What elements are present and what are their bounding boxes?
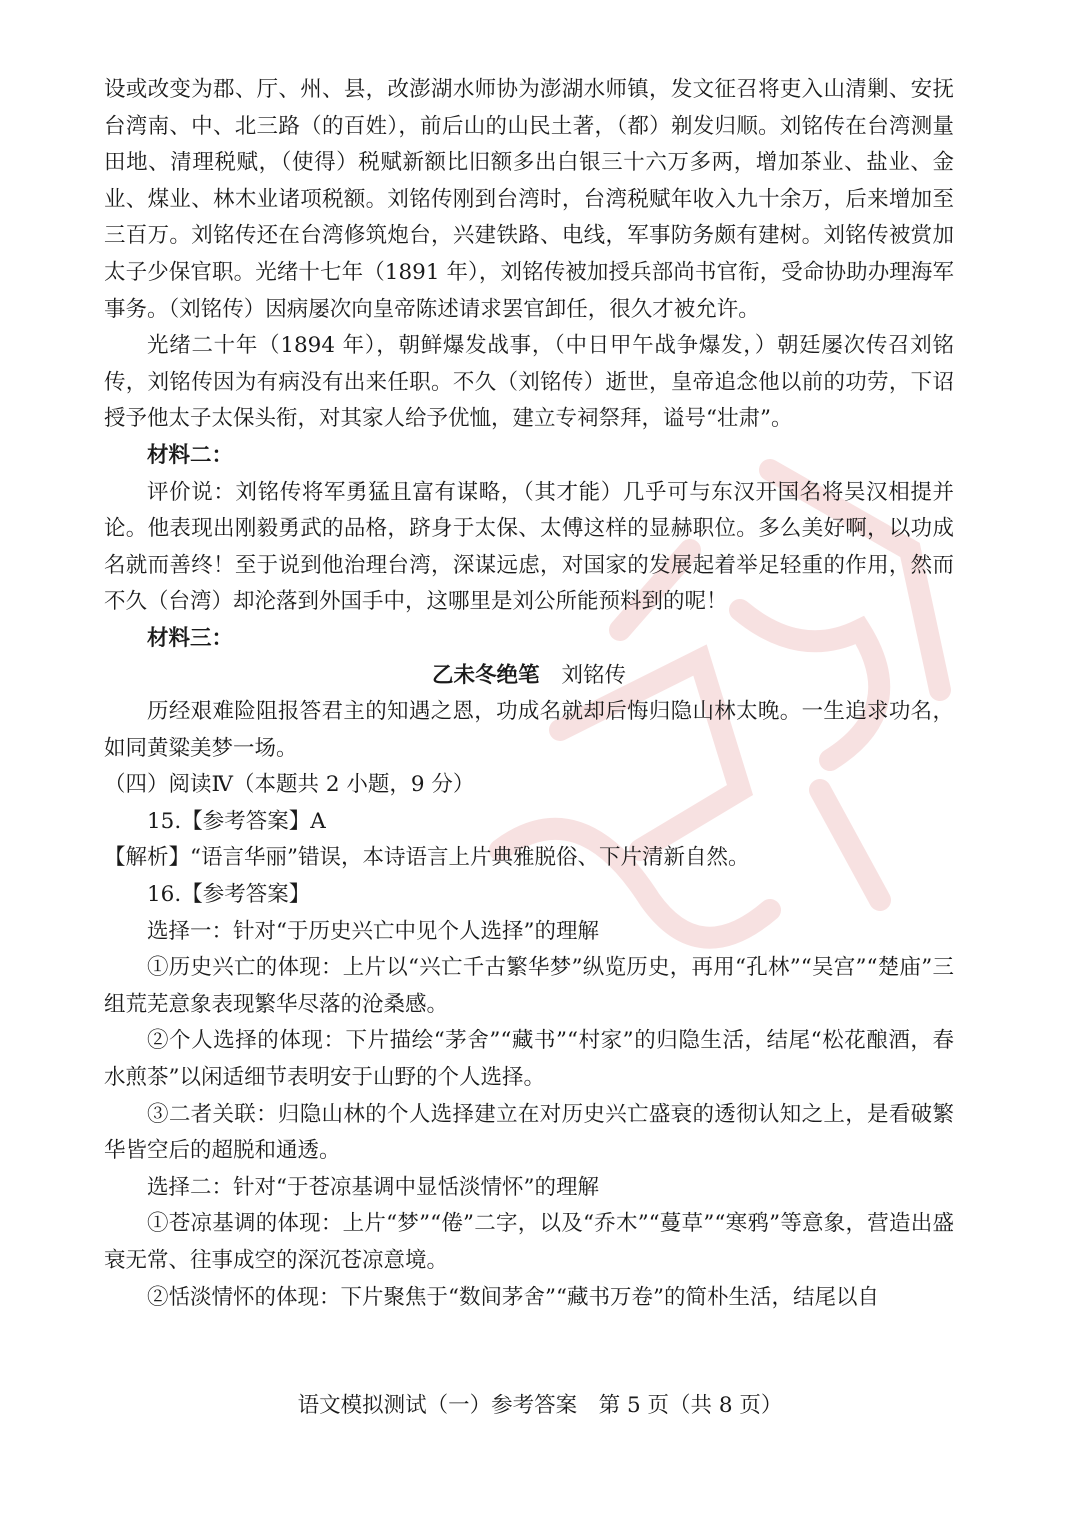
paragraph: 选择二：针对“于苍凉基调中显恬淡情怀”的理解: [147, 1174, 599, 1200]
paragraph: 15.【参考答案】A: [147, 808, 326, 834]
poem-title: 乙未冬绝笔: [431, 662, 540, 688]
paragraph: 选择一：针对“于历史兴亡中见个人选择”的理解: [147, 918, 599, 944]
paragraph: 16.【参考答案】: [147, 882, 311, 908]
section-heading: 材料二：: [147, 442, 234, 468]
page-footer: 语文模拟测试（一）参考答案 第 5 页（共 8 页）: [297, 1393, 783, 1418]
paragraph: 历经艰难险阻报答君主的知遇之恩，功成名就却后悔归隐山林太晚。一生追求功名，如同黄粱美梦一场。: [104, 699, 954, 761]
paragraph: ②恬淡情怀的体现：下片聚焦于“数间茅舍”“藏书万卷”的简朴生活，结尾以自: [147, 1284, 879, 1310]
section-heading: 材料三：: [147, 625, 234, 651]
paragraph: ①历史兴亡的体现：上片以“兴亡千古繁华梦”纵览历史，再用“孔林”“吴宫”“楚庙”三组荒芜意象表现繁华尽落的沧桑感。: [104, 955, 954, 1017]
answer-content: [104, 72, 954, 1316]
paragraph: 评价说：刘铭传将军勇猛且富有谋略，（其才能）几乎可与东汉开国名将吴汉相提并论。他表现出刚毅勇武的品格，跻身于太保、太傅这样的显赫职位。多么美好啊，以功成名就而善终！至于说到他治理台湾，深谋远虑，对国家的发展起着举足轻重的作用，然而不久（台湾）却沦落到外国手中，这哪里是刘公所能预料到的呢！: [104, 479, 954, 615]
paragraph: 【解析】“语言华丽”错误，本诗语言上片典雅脱俗、下片清新自然。: [104, 845, 750, 871]
paragraph: （四）阅读Ⅳ（本题共 2 小题，9 分）: [104, 772, 475, 798]
paragraph: 设或改变为郡、厅、州、县，改澎湖水师协为澎湖水师镇，发文征召将吏入山清剿、安抚台湾南、中、北三路（的百姓），前后山的山民土著，（都）剃发归顺。刘铭传在台湾测量田地、清理税赋，（使得）税赋新额比旧额多出白银三十六万多两，增加茶业、盐业、金业、煤业、林木业诸项税额。刘铭传刚到台湾时，台湾税赋年收入九十余万，后来增加至三百万。刘铭传还在台湾修筑炮台，兴建铁路、电线，军事防务颇有建树。刘铭传被赏加太子少保官职。光绪十七年（1891 年），刘铭传被加授兵部尚书官衔，受命协助办理海军事务。（刘铭传）因病屡次向皇帝陈述请求罢官卸任，很久才被允许。: [104, 77, 954, 322]
paragraph: ③二者关联：归隐山林的个人选择建立在对历史兴亡盛衰的透彻认知之上，是看破繁华皆空后的超脱和通透。: [104, 1101, 954, 1164]
paragraph: ①苍凉基调的体现：上片“梦”“倦”二字，以及“乔木”“蔓草”“寒鸦”等意象，营造出盛衰无常、往事成空的深沉苍凉意境。: [104, 1211, 954, 1273]
poem-title-line: [104, 658, 954, 695]
paragraph: ②个人选择的体现：下片描绘“茅舍”“藏书”“村家”的归隐生活，结尾“松花酿酒，春水煎茶”以闲适细节表明安于山野的个人选择。: [104, 1028, 954, 1091]
paragraph: 光绪二十年（1894 年），朝鲜爆发战事，（中日甲午战争爆发，）朝廷屡次传召刘铭传，刘铭传因为有病没有出来任职。不久（刘铭传）逝世，皇帝追念他以前的功劳，下诏授予他太子太保头衔，对其家人给予优恤，建立专祠祭拜，谥号“壮肃”。: [104, 333, 954, 432]
poem-author: 刘铭传: [561, 662, 627, 688]
